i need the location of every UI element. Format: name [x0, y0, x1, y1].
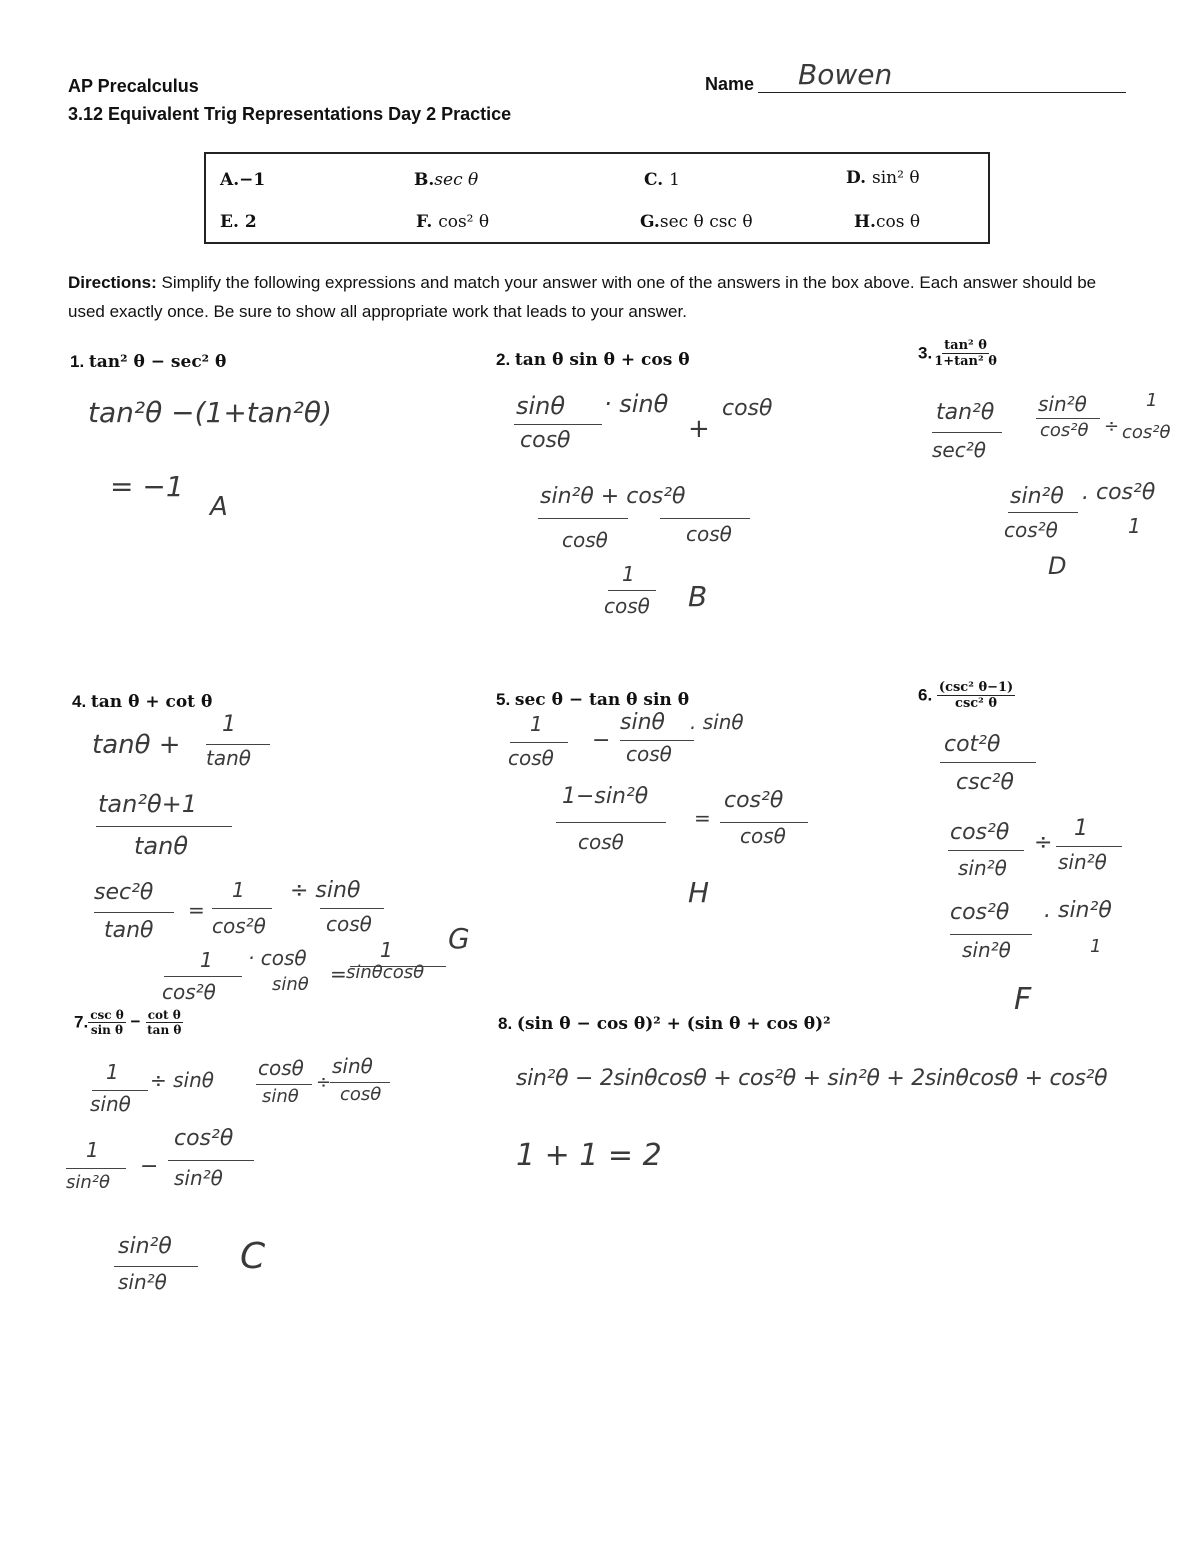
- p2-work: cosθ: [520, 428, 571, 453]
- problem-8: 8. (sin θ − cos θ)² + (sin θ + cos θ)²: [498, 1014, 831, 1034]
- p7-work: sin²θ: [174, 1166, 223, 1190]
- p1-answer: A: [210, 492, 228, 522]
- p7-work: 1: [86, 1138, 99, 1162]
- p4-work: 1: [232, 878, 245, 902]
- p7-work: ÷ sinθ: [150, 1068, 215, 1092]
- name-label: Name: [705, 74, 755, 94]
- student-name: Bowen: [798, 58, 893, 91]
- p7-work: sin²θ: [118, 1270, 167, 1294]
- p3-work: cos²θ: [1122, 422, 1171, 443]
- p4-work: cos²θ: [212, 914, 266, 938]
- p6-work: cos²θ: [950, 820, 1010, 845]
- p7-work: sin²θ: [118, 1234, 172, 1259]
- p5-line: [510, 742, 568, 743]
- directions-text: Simplify the following expressions and match your answer with one of the answers in the box above. Each answer should be used exactly once. Be sure to show all appropriate work that leads to your answer.: [68, 273, 1097, 321]
- p2-work: cosθ: [604, 594, 650, 618]
- problem-5: 5. sec θ − tan θ sin θ: [496, 690, 690, 710]
- p7-line: [66, 1168, 126, 1169]
- p6-work: cot²θ: [944, 732, 1001, 757]
- p5-work: . sinθ: [690, 710, 744, 734]
- p3-work: tan²θ: [936, 400, 995, 425]
- p4-work: ÷ sinθ: [290, 878, 361, 903]
- p5-work: cosθ: [740, 824, 786, 848]
- p4-work: sec²θ: [94, 880, 154, 905]
- p4-work: 1: [222, 712, 236, 737]
- p7-line: [330, 1082, 390, 1083]
- p7-work: sin²θ: [66, 1172, 111, 1193]
- p2-line: [660, 518, 750, 519]
- p2-work: cosθ: [686, 522, 732, 546]
- p5-work: cos²θ: [724, 788, 784, 813]
- p4-work: tanθ: [134, 832, 189, 860]
- p6-answer: F: [1014, 982, 1032, 1017]
- p4-work: 1: [200, 948, 213, 972]
- answer-g: G.sec θ csc θ: [640, 212, 753, 232]
- name-line: [758, 92, 1126, 93]
- p4-answer: G: [448, 922, 470, 955]
- p7-work: ÷: [316, 1072, 332, 1093]
- p3-work: sec²θ: [932, 438, 986, 462]
- p2-work: cosθ: [562, 528, 608, 552]
- p4-work: · cosθ: [248, 946, 307, 970]
- p5-work: cosθ: [626, 742, 672, 766]
- p4-work: cos²θ: [162, 980, 216, 1004]
- p3-work: ÷: [1104, 416, 1120, 437]
- p4-work: tanθ +: [92, 730, 181, 760]
- p2-work: sinθ: [516, 392, 566, 420]
- p3-work: sin²θ: [1010, 484, 1064, 509]
- p6-work: sin²θ: [1058, 850, 1107, 874]
- p6-line: [948, 850, 1024, 851]
- answer-box: [204, 152, 990, 244]
- p6-work: sin²θ: [962, 938, 1011, 962]
- p3-work: 1: [1146, 390, 1158, 411]
- p2-line: [514, 424, 602, 425]
- p7-work: sinθ: [332, 1054, 373, 1078]
- p2-work: · sinθ: [604, 390, 669, 418]
- problem-6: 6. $\frac{\text{(csc² θ−1)}}{\text{csc² θ}}$: [918, 680, 1014, 711]
- p5-line: [720, 822, 808, 823]
- p4-line: [212, 908, 272, 909]
- p3-line: [932, 432, 1002, 433]
- p5-work: sinθ: [620, 710, 665, 735]
- p4-line: [206, 744, 270, 745]
- p7-work: sinθ: [262, 1086, 299, 1107]
- answer-e: E. 2: [220, 212, 257, 232]
- p3-work: cos²θ: [1004, 518, 1058, 542]
- p7-line: [256, 1084, 312, 1085]
- p6-work: sin²θ: [958, 856, 1007, 880]
- p3-line: [1036, 418, 1100, 419]
- p4-line: [94, 912, 174, 913]
- p4-work: tanθ: [104, 918, 154, 943]
- p4-work: =: [330, 962, 347, 986]
- p2-work: +: [688, 414, 710, 444]
- p7-line: [92, 1090, 148, 1091]
- p5-work: −: [592, 728, 611, 753]
- p7-work: cosθ: [258, 1056, 304, 1080]
- problem-3: 3. $\frac{\text{tan² θ}}{\text{1+tan² θ}}$: [918, 338, 997, 369]
- page-title: 3.12 Equivalent Trig Representations Day 2 Practice: [68, 104, 512, 124]
- p4-line: [320, 908, 384, 909]
- course-title: AP Precalculus: [68, 76, 199, 96]
- p2-line: [608, 590, 656, 591]
- p8-work-expansion: sin²θ − 2sinθcosθ + cos²θ + sin²θ + 2sinθcosθ + cos²θ: [516, 1066, 1108, 1091]
- p7-line: [168, 1160, 254, 1161]
- p5-line: [556, 822, 666, 823]
- p2-work: sin²θ + cos²θ: [540, 484, 686, 509]
- problem-4: 4. tan θ + cot θ: [72, 692, 213, 712]
- answer-c: C. 1: [644, 170, 680, 190]
- p4-line: [96, 826, 232, 827]
- p6-work: cos²θ: [950, 900, 1010, 925]
- p5-line: [620, 740, 694, 741]
- p7-work: cos²θ: [174, 1126, 234, 1151]
- p5-work: =: [694, 806, 711, 830]
- p3-work: 1: [1128, 514, 1141, 538]
- directions: [68, 268, 1118, 326]
- p7-work: −: [140, 1154, 159, 1179]
- p6-work: csc²θ: [956, 770, 1014, 795]
- p6-line: [1056, 846, 1122, 847]
- p5-work: 1: [530, 712, 543, 736]
- p2-work: cosθ: [722, 396, 773, 421]
- p3-work: cos²θ: [1040, 420, 1089, 441]
- p4-work: tanθ: [206, 746, 252, 770]
- p5-work: 1−sin²θ: [562, 784, 649, 809]
- p7-work: sinθ: [90, 1092, 131, 1116]
- p6-line: [950, 934, 1032, 935]
- problem-2: 2. tan θ sin θ + cos θ: [496, 350, 690, 370]
- p8-work-result: 1 + 1 = 2: [516, 1138, 662, 1173]
- p5-answer: H: [688, 876, 710, 909]
- p4-work: cosθ: [326, 912, 372, 936]
- p4-work: tan²θ+1: [98, 790, 198, 818]
- p2-answer: B: [688, 580, 708, 613]
- p5-work: cosθ: [508, 746, 554, 770]
- p2-work: 1: [622, 562, 635, 586]
- p3-line: [1008, 512, 1078, 513]
- p1-work-result: = −1: [110, 470, 184, 503]
- p4-line: [164, 976, 242, 977]
- problem-1: 1. tan² θ − sec² θ: [70, 352, 227, 372]
- p6-line: [940, 762, 1036, 763]
- p7-work: 1: [106, 1060, 119, 1084]
- problem-7: 7. $\frac{\text{csc θ}}{\text{sin θ}}$ − $\frac{\text{cot θ}}{\text{tan θ}}$: [74, 1008, 182, 1037]
- p2-line: [538, 518, 628, 519]
- answer-a: A.−1: [220, 170, 266, 190]
- p6-work: 1: [1090, 936, 1102, 957]
- p3-work: sin²θ: [1038, 392, 1087, 416]
- p4-work: =: [188, 898, 205, 922]
- p6-work: ÷: [1034, 830, 1053, 855]
- p6-work: . sin²θ: [1044, 898, 1112, 923]
- p5-work: cosθ: [578, 830, 624, 854]
- p3-answer: D: [1048, 552, 1067, 580]
- p4-work: sinθcosθ: [346, 962, 425, 983]
- p7-line: [114, 1266, 198, 1267]
- answer-b: B.sec θ: [414, 170, 479, 190]
- p6-work: 1: [1074, 816, 1088, 841]
- answer-f: F. cos² θ: [416, 212, 490, 232]
- p7-answer: C: [240, 1236, 266, 1277]
- answer-d: D. sin² θ: [846, 168, 920, 188]
- p4-work: sinθ: [272, 974, 309, 995]
- p7-work: cosθ: [340, 1084, 382, 1105]
- p3-work: . cos²θ: [1082, 480, 1156, 505]
- p1-work-line: tan²θ −(1+tan²θ): [88, 396, 332, 429]
- directions-label: Directions:: [68, 273, 157, 292]
- p4-work: 1: [380, 938, 393, 962]
- answer-h: H.cos θ: [854, 212, 921, 232]
